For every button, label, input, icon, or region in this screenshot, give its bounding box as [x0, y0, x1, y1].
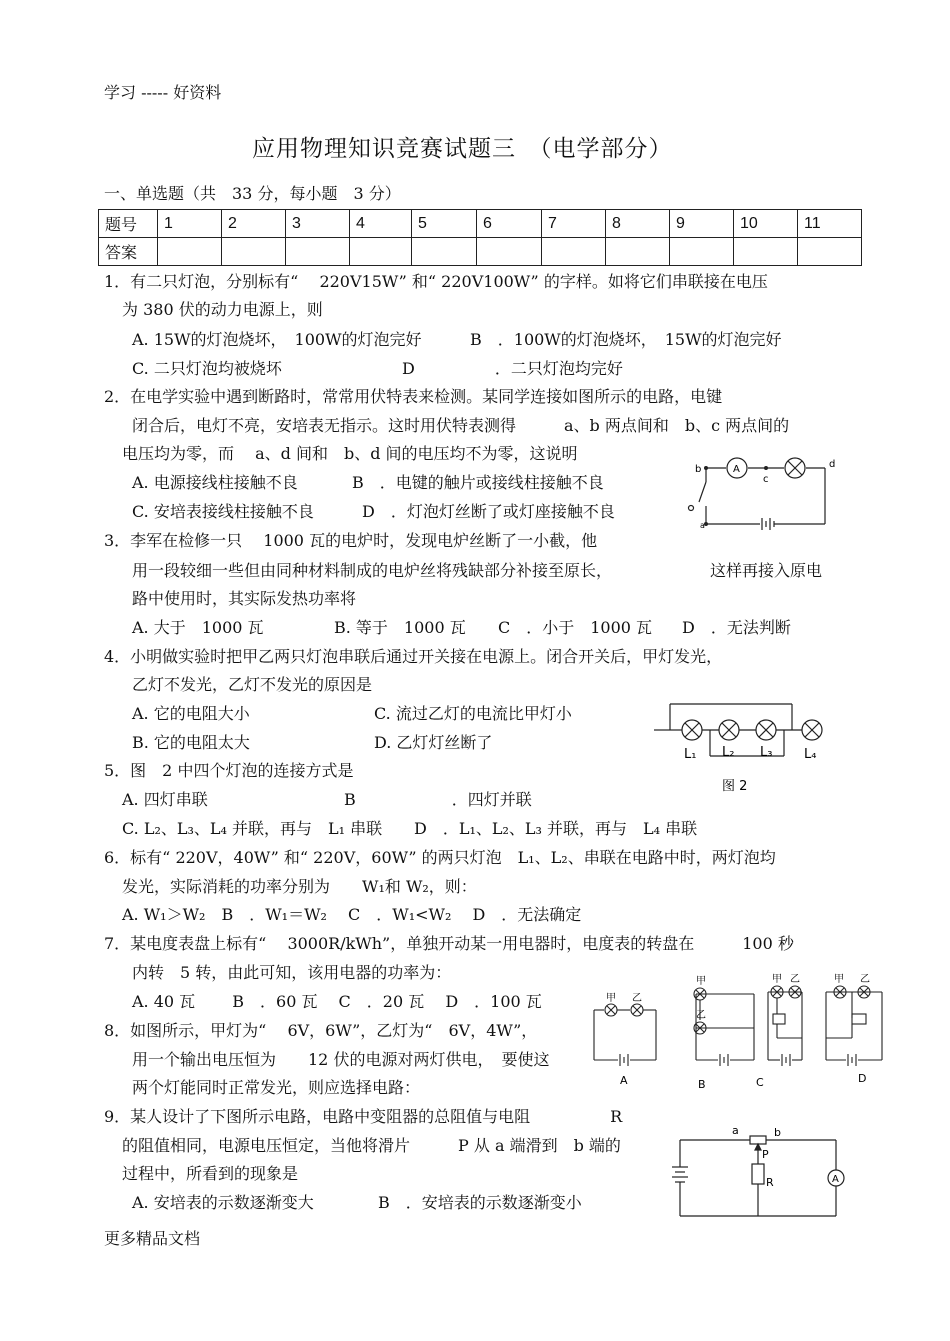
figure-2-caption: 图 2: [722, 779, 748, 794]
ammeter-icon: A: [832, 1174, 839, 1185]
q4-stem-line1: 4．小明做实验时把甲乙两只灯泡串联后通过开关接在电源上。闭合开关后，甲灯发光，: [104, 647, 723, 666]
q5-option-c: C. L₂、L₃、L₄ 并联，再与 L₁ 串联: [122, 819, 383, 838]
circuit-label-a: A: [620, 1074, 628, 1087]
circuit-label-d: D: [858, 1072, 867, 1085]
q3-stem-line2b: 这样再接入原电: [710, 561, 823, 580]
lamp-label-l1: L₁: [684, 747, 697, 762]
table-cell-label: 题号: [99, 210, 158, 238]
q8-stem-line1: 8．如图所示，甲灯为“ 6V，6W”，乙灯为“ 6V，4W”，: [104, 1021, 538, 1040]
q6-stem-line1: 6．标有“ 220V，40W” 和“ 220V，60W” 的两只灯泡 L₁、L₂、串联在电路中时，两灯泡均: [104, 848, 776, 867]
lamp-label-l4: L₄: [804, 747, 817, 762]
lamp-jia-label-c: 甲: [772, 974, 782, 985]
table-cell: 11: [798, 210, 862, 238]
answer-cell[interactable]: [350, 238, 412, 266]
table-cell: 4: [350, 210, 412, 238]
lamp-jia-label-b: 甲: [696, 976, 706, 987]
answer-cell[interactable]: [286, 238, 350, 266]
q3-stem-line2a: 用一段较细一些但由同种材料制成的电炉丝将残缺部分补接至原长，: [132, 561, 613, 580]
q5-option-b: B ．四灯并联: [344, 790, 532, 809]
answer-cell[interactable]: [412, 238, 477, 266]
q4-stem-line2: 乙灯不发光，乙灯不发光的原因是: [132, 675, 373, 694]
q3-option-b: B. 等于 1000 瓦: [334, 618, 466, 637]
q7-options: A. 40 瓦 B ．60 瓦 C ．20 瓦 D ．100 瓦: [132, 992, 542, 1011]
q3-option-a: A. 大于 1000 瓦: [132, 618, 264, 637]
q1-stem-line1: 1．有二只灯泡，分别标有“ 220V15W” 和“ 220V100W” 的字样。如将它们串联接在电压: [104, 272, 768, 291]
page-title: 应用物理知识竞赛试题三 （电学部分）: [252, 136, 673, 162]
q6-stem-line2: 发光，实际消耗的功率分别为 W₁和 W₂，则：: [122, 877, 477, 896]
q9-option-a: A. 安培表的示数逐渐变大: [132, 1193, 314, 1212]
lamp-jia-label-a: 甲: [606, 993, 616, 1004]
q4-option-a: A. 它的电阻大小: [132, 704, 250, 723]
q9-stem-line3: 过程中，所看到的现象是: [122, 1164, 299, 1183]
label-a: a: [732, 1124, 739, 1137]
q5-option-a: A. 四灯串联: [122, 790, 208, 809]
q4-option-b: B. 它的电阻太大: [132, 733, 250, 752]
q2-option-d: D ．灯泡灯丝断了或灯座接触不良: [362, 502, 615, 521]
table-cell: 6: [477, 210, 542, 238]
slider-p-label: P: [762, 1148, 769, 1161]
q5-stem: 5．图 2 中四个灯泡的连接方式是: [104, 761, 354, 780]
answer-cell[interactable]: [798, 238, 862, 266]
answer-cell[interactable]: [542, 238, 606, 266]
node-b: [704, 466, 708, 470]
resistor-r-label: R: [766, 1176, 774, 1189]
lamp-yi-label-b: 乙: [696, 1010, 706, 1021]
page-footer: 更多精品文档: [104, 1229, 201, 1248]
answer-cell[interactable]: [734, 238, 798, 266]
q8-stem-line2: 用一个输出电压恒为 12 伏的电源对两灯供电， 要使这: [132, 1050, 550, 1069]
table-cell: 5: [412, 210, 477, 238]
figure-2-diagram: [652, 696, 832, 796]
q3-option-d: D ．无法判断: [682, 618, 791, 637]
q2-stem-line3: 电压均为零，而 a、d 间和 b、d 间的电压均不为零，这说明: [122, 444, 578, 463]
label-b: b: [695, 464, 702, 475]
table-cell: 2: [222, 210, 286, 238]
q4-option-c: C. 流过乙灯的电流比甲灯小: [374, 704, 572, 723]
q6-options: A. W₁＞W₂ B ．W₁＝W₂ C ．W₁<W₂ D ．无法确定: [122, 905, 582, 924]
answer-cell[interactable]: [222, 238, 286, 266]
table-cell: 8: [606, 210, 670, 238]
q2-circuit-diagram: [682, 452, 842, 534]
q4-option-d: D. 乙灯灯丝断了: [374, 733, 493, 752]
q7-stem-line1: 7．某电度表盘上标有“ 3000R/kWh”，单独开动某一用电器时，电度表的转盘在 100 秒: [104, 934, 794, 953]
lamp-label-l2: L₂: [722, 745, 735, 760]
q2-option-b: B ．电键的触片或接线柱接触不良: [352, 473, 604, 492]
q9-stem-line2: 的阻值相同，电源电压恒定，当他将滑片 P 从 a 端滑到 b 端的: [122, 1136, 621, 1155]
lamp-yi-label-c: 乙: [790, 974, 800, 985]
q1-option-c: C. 二只灯泡均被烧坏: [132, 359, 282, 378]
q5-option-d: D ．L₁、L₂、L₃ 并联，再与 L₄ 串联: [414, 819, 698, 838]
q2-stem-line2: 闭合后，电灯不亮，安培表无指示。这时用伏特表测得 a、b 两点间和 b、c 两点间的: [132, 416, 790, 435]
q9-stem-line1: 9．某人设计了下图所示电路，电路中变阻器的总阻值与电阻 R: [104, 1107, 623, 1126]
q2-option-a: A. 电源接线柱接触不良: [132, 473, 298, 492]
lamp-jia-label-d: 甲: [834, 974, 844, 985]
table-row-answers: [99, 238, 862, 266]
answer-cell[interactable]: [606, 238, 670, 266]
lamp-yi-label-d: 乙: [860, 974, 870, 985]
label-a: a: [700, 521, 705, 530]
answer-cell[interactable]: [158, 238, 222, 266]
q8-stem-line3: 两个灯能同时正常发光，则应选择电路：: [132, 1078, 421, 1097]
q3-option-c: C ．小于 1000 瓦: [498, 618, 653, 637]
page-header: 学习 ----- 好资料: [104, 83, 222, 102]
answer-cell[interactable]: [670, 238, 734, 266]
answer-table: [98, 209, 862, 266]
table-cell: 1: [158, 210, 222, 238]
node-c: [764, 466, 768, 470]
table-cell-label: 答案: [99, 238, 158, 266]
q1-stem-line2: 为 380 伏的动力电源上，则: [122, 300, 323, 319]
q8-circuit-options: [590, 968, 890, 1092]
q3-stem-line3: 路中使用时，其实际发热功率将: [132, 589, 357, 608]
table-row-numbers: [99, 210, 862, 238]
q9-option-b: B ．安培表的示数逐渐变小: [378, 1193, 582, 1212]
q1-option-a: A. 15W的灯泡烧坏， 100W的灯泡完好: [132, 330, 422, 349]
label-c: c: [763, 474, 769, 485]
table-cell: 7: [542, 210, 606, 238]
q2-stem-line1: 2．在电学实验中遇到断路时，常常用伏特表来检测。某同学连接如图所示的电路，电键: [104, 387, 723, 406]
table-cell: 10: [734, 210, 798, 238]
lamp-yi-label-a: 乙: [632, 993, 642, 1004]
ammeter-icon: A: [733, 464, 740, 475]
circuit-label-c: C: [756, 1076, 764, 1089]
q3-stem-line1: 3．李军在检修一只 1000 瓦的电炉时，发现电炉丝断了一小截，他: [104, 531, 598, 550]
table-cell: 9: [670, 210, 734, 238]
label-d: d: [829, 459, 836, 470]
table-cell: 3: [286, 210, 350, 238]
q1-option-d: D ．二只灯泡均完好: [402, 359, 623, 378]
answer-cell[interactable]: [477, 238, 542, 266]
section-heading: 一、单选题（共 33 分，每小题 3 分）: [104, 184, 401, 203]
q1-option-b: B ．100W的灯泡烧坏， 15W的灯泡完好: [470, 330, 782, 349]
q9-circuit-diagram: [660, 1122, 850, 1222]
circuit-label-b: B: [698, 1078, 706, 1091]
q7-stem-line2: 内转 5 转，由此可知，该用电器的功率为：: [132, 963, 452, 982]
q2-option-c: C. 安培表接线柱接触不良: [132, 502, 314, 521]
label-b: b: [774, 1126, 781, 1139]
lamp-label-l3: L₃: [760, 745, 773, 760]
